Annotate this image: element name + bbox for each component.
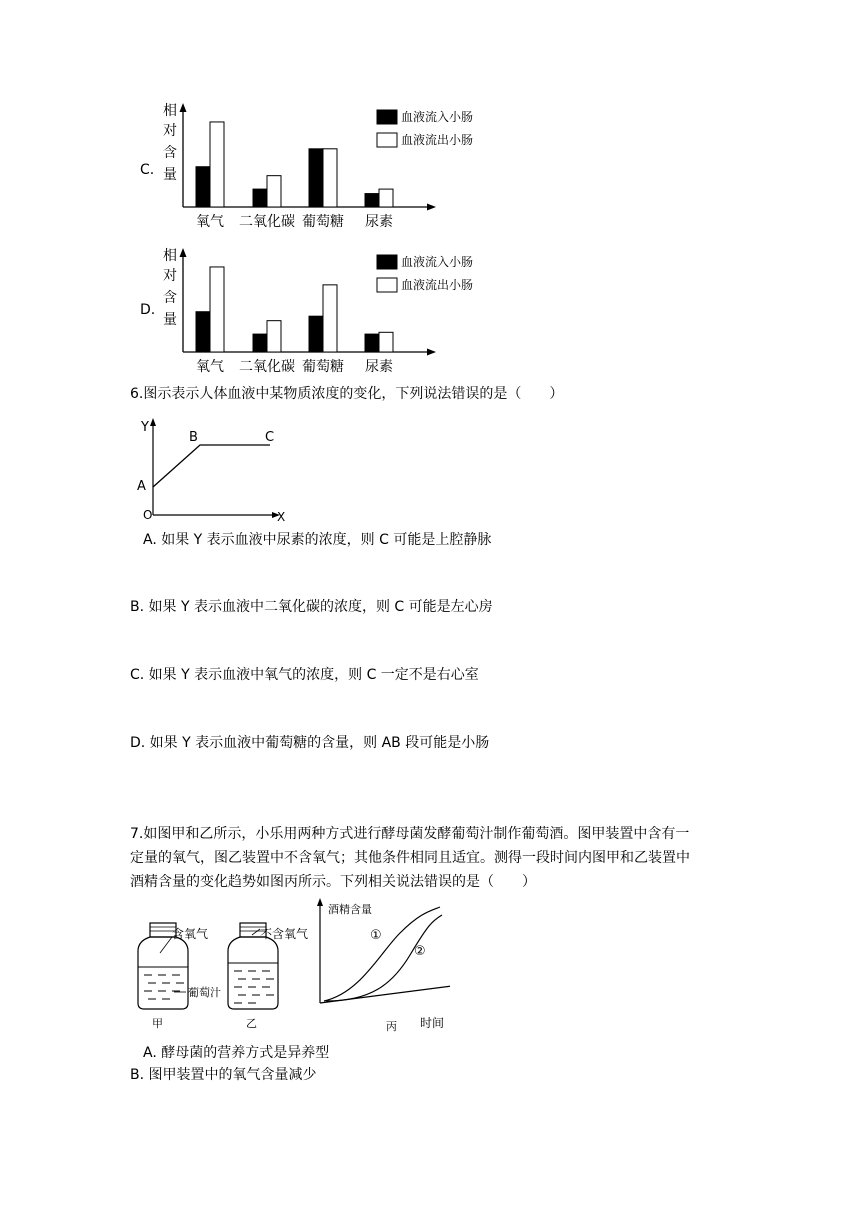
bar-outflow-4: [379, 189, 393, 207]
bar-outflow-3: [323, 149, 337, 207]
graph-y-arrow-icon: [317, 898, 323, 906]
category-label: 尿素: [365, 359, 393, 375]
concentration-line: [153, 445, 270, 487]
category-label: 葡萄糖: [302, 214, 344, 230]
q7-stem-line: 定量的氧气，图乙装置中不含氧气；其他条件相同且适宜。测得一段时间内图甲和乙装置中: [130, 850, 690, 866]
y-axis-label-char: 相: [163, 248, 177, 264]
option-d-letter: D.: [140, 302, 156, 318]
legend-swatch-2: [377, 278, 397, 292]
q6-option-b[interactable]: B. 如果 Y 表示血液中二氧化碳的浓度，则 C 可能是左心房: [130, 599, 493, 615]
category-label: 尿素: [365, 214, 393, 230]
bar-outflow-1: [210, 267, 224, 352]
y-axis-label-char: 含: [163, 290, 177, 306]
jar-a-caption: 甲: [152, 1017, 163, 1030]
y-axis-arrow-icon: [180, 103, 187, 112]
x-axis-arrow-icon: [427, 204, 436, 211]
origin-label: O: [143, 508, 153, 522]
bar-inflow-3: [309, 316, 323, 352]
option-c-letter: C.: [140, 162, 155, 178]
category-label: 氧气: [196, 214, 224, 230]
legend-label-2: 血液流出小肠: [401, 133, 474, 147]
curve-2-label: ②: [414, 944, 426, 959]
bar-inflow-4: [365, 194, 379, 207]
y-axis-label-char: 相: [163, 103, 177, 119]
point-c-label: C: [265, 430, 275, 445]
y-axis-label-char: 量: [163, 167, 177, 183]
q6-option-a[interactable]: A. 如果 Y 表示血液中尿素的浓度，则 C 可能是上腔静脉: [143, 532, 492, 548]
q6-line-graph: [135, 415, 295, 525]
bar-outflow-1: [210, 122, 224, 207]
legend-swatch-1: [377, 255, 397, 269]
y-axis-label-char: 对: [163, 123, 177, 139]
category-label: 二氧化碳: [239, 214, 295, 230]
bar-outflow-2: [267, 321, 281, 352]
y-axis-arrow-icon: [150, 418, 156, 426]
x-axis-label: X: [277, 510, 286, 524]
q6-option-c[interactable]: C. 如果 Y 表示血液中氧气的浓度，则 C 一定不是右心室: [130, 667, 479, 683]
bar-inflow-1: [196, 167, 210, 207]
point-b-label: B: [189, 430, 198, 445]
category-label: 氧气: [196, 359, 224, 375]
q7-option-a[interactable]: A. 酵母菌的营养方式是异养型: [143, 1045, 330, 1061]
curve-1-label: ①: [370, 928, 382, 943]
category-label: 葡萄糖: [302, 359, 344, 375]
legend-swatch-2: [377, 133, 397, 147]
q7-figure: [130, 893, 450, 1033]
bar-inflow-2: [253, 189, 267, 207]
bar-outflow-4: [379, 332, 393, 352]
q6-stem: 6.图示表示人体血液中某物质浓度的变化，下列说法错误的是（ ）: [130, 386, 564, 402]
y-axis-label-char: 对: [163, 268, 177, 284]
y-axis-label-char: 含: [163, 145, 177, 161]
point-a-label: A: [137, 479, 146, 494]
q6-option-d[interactable]: D. 如果 Y 表示血液中葡萄糖的含量，则 AB 段可能是小肠: [130, 735, 490, 751]
jar-a-label: 含氧气: [172, 927, 209, 941]
q7-stem: [130, 822, 740, 894]
bar-inflow-1: [196, 312, 210, 352]
legend-label-2: 血液流出小肠: [401, 278, 474, 292]
graph-xlabel: 时间: [420, 1016, 445, 1030]
jar-b-caption: 乙: [246, 1017, 257, 1030]
q7-stem-line: 7.如图甲和乙所示，小乐用两种方式进行酵母菌发酵葡萄汁制作葡萄酒。图甲装置中含有一: [130, 826, 690, 842]
bar-inflow-3: [309, 149, 323, 207]
legend-swatch-1: [377, 110, 397, 124]
y-axis-arrow-icon: [180, 248, 187, 257]
bar-inflow-2: [253, 334, 267, 352]
y-axis-label-char: 量: [163, 312, 177, 328]
category-label: 二氧化碳: [239, 359, 295, 375]
graph-ylabel: 酒精含量: [328, 903, 372, 916]
juice-label: 葡萄汁: [188, 986, 221, 999]
q7-stem-line: 酒精含量的变化趋势如图丙所示。下列相关说法错误的是（ ）: [130, 874, 536, 890]
bar-inflow-4: [365, 334, 379, 352]
graph-caption: 丙: [386, 1020, 397, 1033]
bar-outflow-2: [267, 176, 281, 207]
x-axis-arrow-icon: [427, 349, 436, 356]
legend-label-1: 血液流入小肠: [401, 255, 474, 269]
legend-label-1: 血液流入小肠: [401, 110, 474, 124]
jar-b-label: 不含氧气: [260, 927, 309, 941]
bar-outflow-3: [323, 285, 337, 352]
bar-chart-c: [155, 95, 515, 230]
q7-option-b[interactable]: B. 图甲装置中的氧气含量减少: [130, 1067, 317, 1083]
bar-chart-d: [155, 240, 515, 375]
y-axis-label: Y: [141, 420, 149, 435]
